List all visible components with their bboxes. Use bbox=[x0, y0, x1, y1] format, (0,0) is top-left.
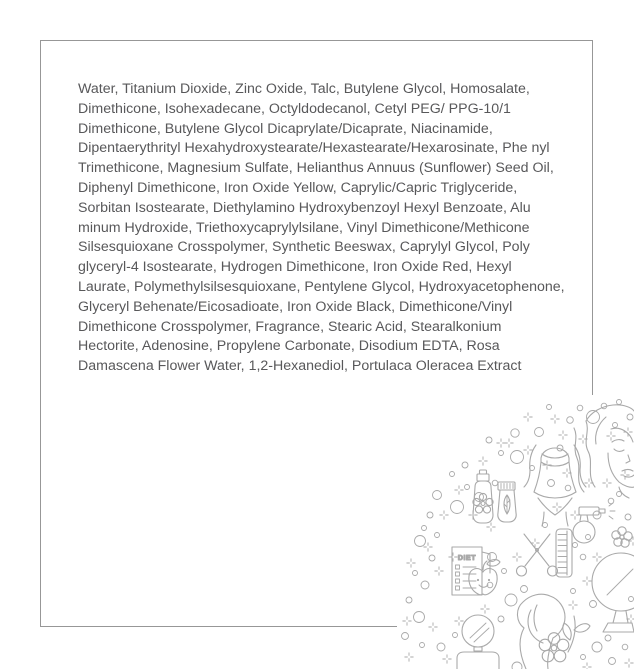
beauty-icons-illustration bbox=[397, 395, 634, 669]
beauty-icons-svg bbox=[397, 395, 634, 669]
scissors-icon bbox=[517, 534, 558, 576]
vanity-mirror-icon bbox=[592, 553, 634, 632]
compact-mirror-icon bbox=[457, 615, 499, 669]
ingredient-line: minum Hydroxide, Triethoxycaprylylsilane, Vinyl Dimethicone/Methicone bbox=[78, 219, 530, 236]
comb-icon bbox=[556, 529, 572, 577]
ingredient-line: Dimethicone, Isohexadecane, Octyldodecanol, Cetyl PEG/ PPG-10/1 bbox=[78, 100, 511, 117]
ingredient-line: Trimethicone, Magnesium Sulfate, Helianthus Annuus (Sunflower) Seed Oil, bbox=[78, 160, 554, 177]
ingredient-line: Diphenyl Dimethicone, Iron Oxide Yellow, Caprylic/Capric Triglyceride, bbox=[78, 179, 518, 196]
sparkles-pattern bbox=[403, 413, 634, 669]
ingredient-line: Sorbitan Isostearate, Diethylamino Hydroxybenzoyl Hexyl Benzoate, Alu bbox=[78, 199, 531, 216]
ingredient-line: Laurate, Polymethylsilsesquioxane, Pentylene Glycol, Hydroxyacetophenone, bbox=[78, 278, 565, 295]
perfume-atomizer-icon bbox=[573, 503, 615, 543]
ingredient-line: Dimethicone, Butylene Glycol Dicaprylate/Dicaprate, Niacinamide, bbox=[78, 120, 493, 137]
flower-icon bbox=[612, 527, 632, 547]
diet-label: DIET bbox=[457, 555, 477, 562]
leaf-icon bbox=[563, 616, 590, 652]
ingredient-line: Hectorite, Adenosine, Propylene Carbonate, Disodium EDTA, Rosa bbox=[78, 338, 500, 355]
ingredient-line: Glyceryl Behenate/Eicosadioate, Iron Oxide Black, Dimethicone/Vinyl bbox=[78, 298, 513, 315]
ingredient-line: Dimethicone Crosspolymer, Fragrance, Stearic Acid, Stearalkonium bbox=[78, 318, 502, 335]
dots-pattern bbox=[402, 400, 634, 669]
cosmetic-tube-icon bbox=[498, 482, 516, 522]
ingredients-text-block bbox=[78, 80, 565, 377]
ingredient-line: glyceryl-4 Isostearate, Hydrogen Dimethicone, Iron Oxide Red, Hexyl bbox=[78, 259, 512, 276]
ingredient-line: Dipentaerythrityl Hexahydroxystearate/Hexastearate/Hexarosinate, Phe nyl bbox=[78, 140, 550, 157]
ingredient-line: Damascena Flower Water, 1,2-Hexanediol, Portulaca Oleracea Extract bbox=[78, 358, 522, 375]
ingredient-line: Silsesquioxane Crosspolymer, Synthetic Beeswax, Caprylyl Glycol, Poly bbox=[78, 239, 530, 256]
ingredient-line: Water, Titanium Dioxide, Zinc Oxide, Talc, Butylene Glycol, Homosalate, bbox=[78, 81, 530, 97]
apple-icon bbox=[469, 560, 500, 595]
woman-hair-icon bbox=[517, 594, 565, 669]
